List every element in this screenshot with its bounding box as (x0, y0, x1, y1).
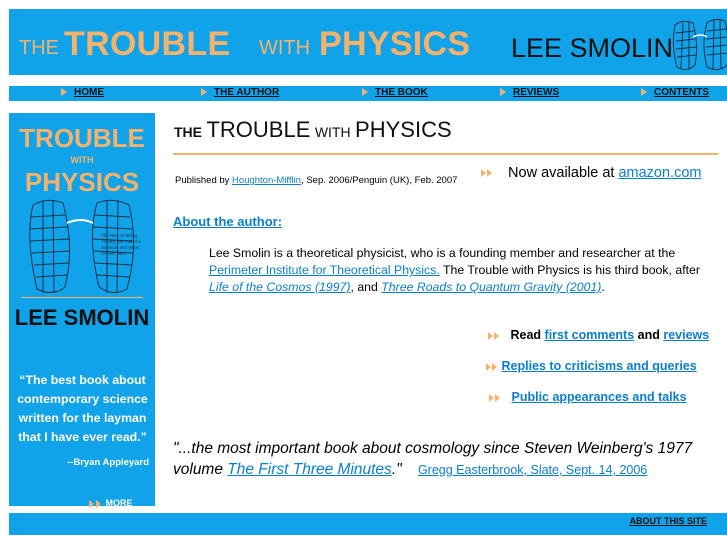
first-three-minutes-link[interactable]: The First Three Minutes (227, 461, 392, 478)
replies-link[interactable]: Replies to criticisms and queries (501, 359, 697, 373)
triangle-bullet-icon (500, 88, 506, 96)
header-banner (9, 9, 727, 75)
replies-line (486, 359, 697, 373)
life-of-cosmos-link[interactable]: Life of the Cosmos (1997) (209, 280, 351, 294)
amazon-link[interactable]: amazon.com (618, 165, 702, 181)
cover-divider (21, 297, 143, 298)
cover-title-trouble: TROUBLE (19, 123, 145, 153)
about-author-text: Lee Smolin is a theoretical physicist, who is a founding member and researcher at the Perimeter Institute for Theoretical Physics. The Trouble with Physics is his third book, after Life of the Cosmos (1997), and Three Roads to Quantum Gravity (2001). (209, 246, 700, 294)
triangle-bullet-icon (362, 88, 368, 96)
triangle-bullet-icon (492, 363, 497, 371)
cover-title-with: WITH (70, 155, 94, 165)
triangle-bullet-icon (96, 500, 101, 508)
triangle-bullet-icon (488, 332, 493, 340)
banner-the: THE (19, 37, 59, 59)
triangle-bullet-icon (61, 88, 67, 96)
nav-contents[interactable]: CONTENTS (641, 87, 709, 98)
public-appearances-link[interactable]: Public appearances and talks (511, 390, 687, 404)
cover-author: LEE SMOLIN (14, 305, 150, 330)
book-cover[interactable] (9, 113, 155, 345)
publication-info: Published by Houghton-Mifflin, Sep. 2006/Penguin (UK), Feb. 2007 (175, 175, 458, 186)
nav-the-book[interactable]: THE BOOK (362, 87, 428, 98)
cover-subtitle: The Rise of String Theory, the Fall of a Science, and What Comes Next (101, 233, 141, 256)
banner-author: LEE SMOLIN (511, 33, 674, 63)
perimeter-institute-link[interactable]: Perimeter Institute for Theoretical Physics. (209, 263, 440, 277)
first-comments-link[interactable]: first comments (544, 328, 635, 342)
triangle-bullet-icon (481, 169, 486, 177)
publisher-link[interactable]: Houghton-Mifflin (232, 175, 302, 186)
banner-trouble: TROUBLE (64, 25, 231, 63)
top-nav (9, 86, 727, 101)
more-link[interactable]: MORE (89, 498, 133, 508)
banner-physics: PHYSICS (319, 25, 471, 63)
reviews-link[interactable]: reviews (663, 328, 710, 342)
page-title: THE TROUBLE WITH PHYSICS (174, 117, 452, 142)
sidebar (9, 113, 155, 506)
triangle-bullet-icon (486, 363, 491, 371)
about-this-site-link[interactable]: ABOUT THIS SITE (629, 516, 707, 526)
footer-bar (9, 513, 727, 535)
nav-home[interactable]: HOME (61, 87, 104, 98)
triangle-bullet-icon (89, 500, 94, 508)
nav-the-author[interactable]: THE AUTHOR (201, 87, 279, 98)
triangle-bullet-icon (641, 88, 647, 96)
triangle-bullet-icon (487, 169, 492, 177)
quote-attribution-link[interactable]: Gregg Easterbrook, Slate, Sept. 14, 2006 (417, 463, 648, 477)
title-divider (173, 153, 718, 155)
sidebar-quote-author: --Bryan Appleyard (67, 457, 149, 468)
banner-with: WITH (259, 37, 311, 59)
three-roads-link[interactable]: Three Roads to Quantum Gravity (2001) (381, 280, 602, 294)
about-author-heading[interactable]: About the author: (173, 214, 283, 229)
appearances-line (489, 390, 687, 404)
featured-quote: "...the most important book about cosmology since Steven Weinberg's 1977 volume The First Three Minutes." Gregg Easterbrook, Slate, Sept. 14, 2006 (173, 440, 693, 478)
sidebar-quote: “The best book about contemporary science written for the layman that I have ever read.” (17, 373, 148, 444)
availability: Now available at amazon.com (481, 165, 701, 181)
triangle-bullet-icon (489, 394, 494, 402)
cover-title-physics: PHYSICS (24, 167, 140, 197)
nav-reviews[interactable]: REVIEWS (500, 87, 559, 98)
triangle-bullet-icon (494, 332, 499, 340)
triangle-bullet-icon (201, 88, 207, 96)
triangle-bullet-icon (495, 394, 500, 402)
read-comments-line: Read first comments and reviews (488, 328, 709, 342)
shoes-illustration (667, 15, 727, 75)
